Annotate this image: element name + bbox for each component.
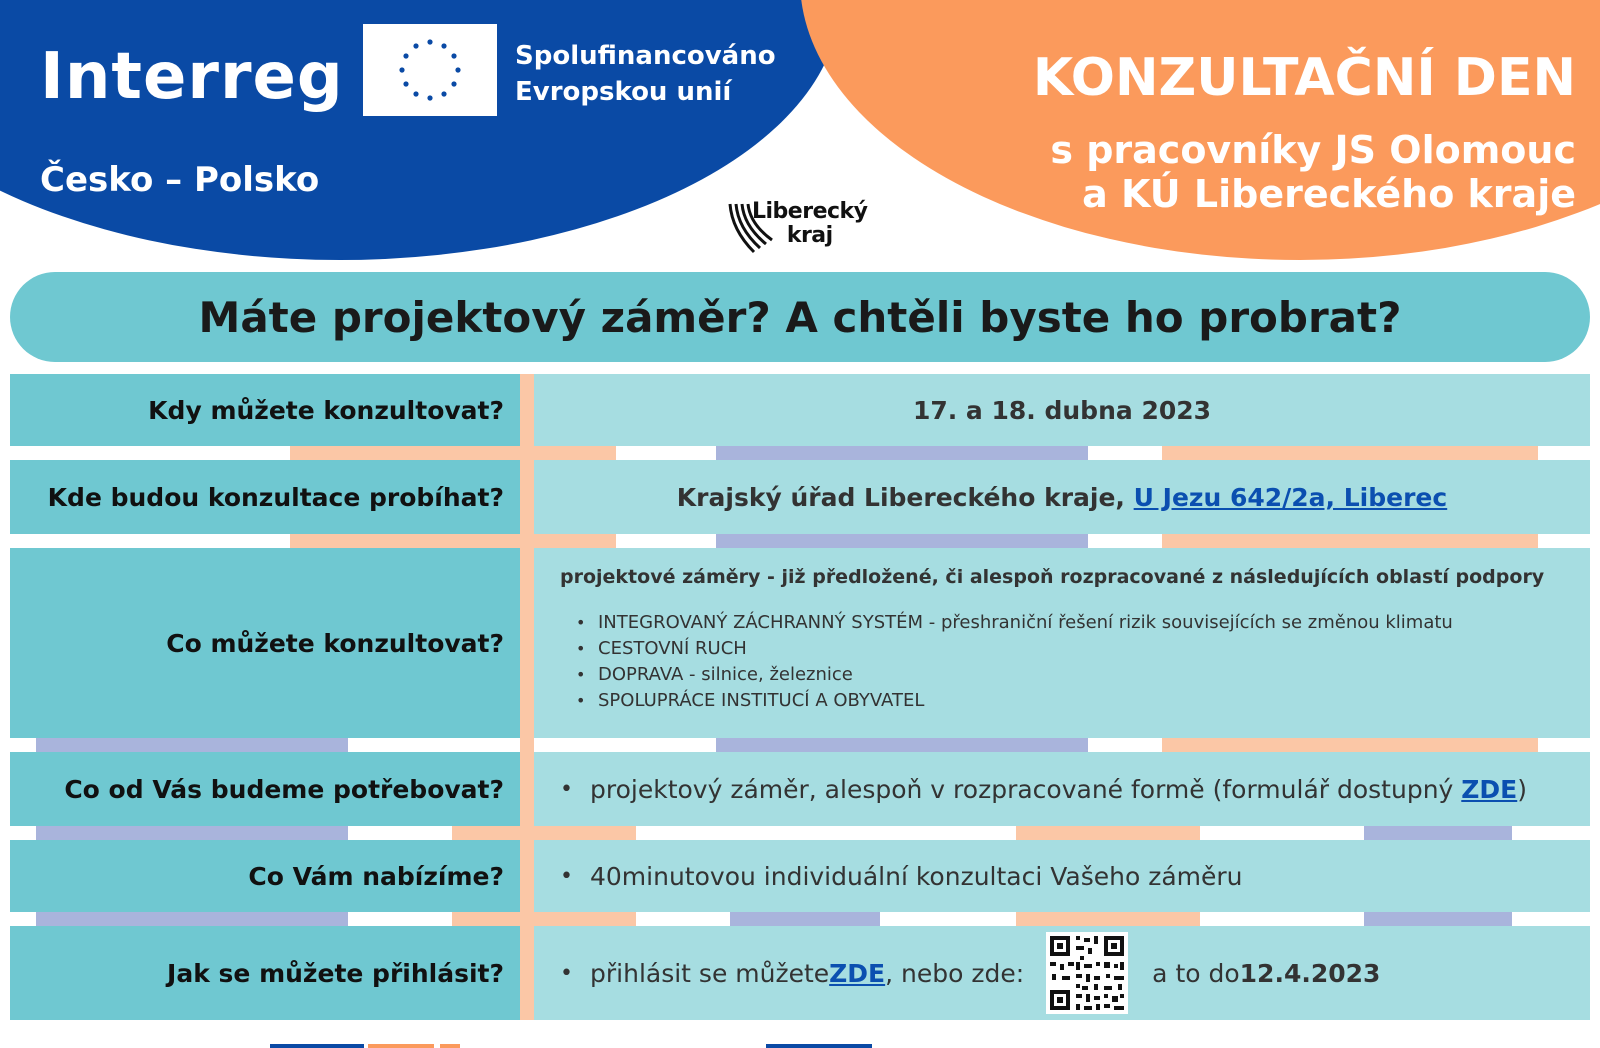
decor-strip bbox=[716, 534, 1088, 548]
row-need-label-text: Co od Vás budeme potřebovat? bbox=[64, 774, 504, 804]
bullet-icon: • bbox=[560, 960, 573, 986]
partner-logo-text bbox=[752, 200, 868, 248]
eu-flag-icon bbox=[363, 24, 497, 116]
need-text bbox=[590, 775, 1527, 804]
row-offer-value bbox=[534, 840, 1590, 912]
program-logo: Interreg bbox=[40, 40, 344, 114]
cofinanced-text bbox=[515, 38, 795, 110]
row-what-label bbox=[10, 548, 520, 738]
decor-strip bbox=[1162, 534, 1538, 548]
row-signup-value bbox=[534, 926, 1590, 1020]
deadline-prefix: a to do bbox=[1152, 958, 1240, 988]
row-need-label bbox=[10, 752, 520, 826]
venue-address-link[interactable]: U Jezu 642/2a, Liberec bbox=[1133, 482, 1448, 512]
support-areas-list bbox=[560, 610, 1590, 714]
row-where-label-text: Kde budou konzultace probíhat? bbox=[47, 482, 504, 512]
decor-strip bbox=[440, 1044, 460, 1048]
row-when-label-text: Kdy můžete konzultovat? bbox=[148, 395, 504, 425]
list-item: • DOPRAVA - silnice, železnice bbox=[576, 662, 1590, 688]
decor-strip bbox=[368, 1044, 434, 1048]
row-signup-label-text: Jak se můžete přihlásit? bbox=[167, 958, 504, 988]
cofinanced-line-1: Spolufinancováno bbox=[515, 41, 776, 71]
row-what-label-text: Co můžete konzultovat? bbox=[166, 628, 504, 658]
decor-strip bbox=[1364, 826, 1512, 840]
list-item: • INTEGROVANÝ ZÁCHRANNÝ SYSTÉM - přeshraniční řešení rizik souvisejících se změnou klimatu bbox=[576, 610, 1590, 636]
signup-middle-text: , nebo zde: bbox=[885, 958, 1025, 988]
need-description: projektový záměr, alespoň v rozpracované formě (formulář dostupný bbox=[590, 774, 1462, 804]
event-subtitle bbox=[1050, 128, 1576, 216]
signup-text: přihlásit se můžete bbox=[590, 958, 830, 988]
support-areas-intro: projektové záměry - již předložené, či alespoň rozpracované z následujících oblastí podpory bbox=[560, 566, 1545, 588]
decor-strip bbox=[452, 912, 636, 926]
form-link[interactable]: ZDE bbox=[1461, 774, 1518, 804]
venue-text bbox=[677, 483, 1447, 512]
list-item: • SPOLUPRÁCE INSTITUCÍ A OBYVATEL bbox=[576, 688, 1590, 714]
bullet-icon: • bbox=[560, 863, 573, 889]
decor-strip bbox=[716, 738, 1088, 752]
event-dates: 17. a 18. dubna 2023 bbox=[912, 395, 1212, 425]
list-item: • CESTOVNÍ RUCH bbox=[576, 636, 1590, 662]
decor-strip bbox=[1162, 738, 1538, 752]
decor-strip bbox=[290, 446, 616, 460]
column-divider bbox=[520, 374, 534, 1020]
decor-strip bbox=[730, 912, 880, 926]
qr-code-icon[interactable] bbox=[1046, 932, 1128, 1014]
question-text: Máte projektový záměr? A chtěli byste ho probrat? bbox=[198, 292, 1402, 342]
row-when-value bbox=[534, 374, 1590, 446]
decor-strip bbox=[1364, 912, 1512, 926]
registration-deadline: 12.4.2023 bbox=[1239, 958, 1381, 988]
offer-text: 40minutovou individuální konzultaci Vašeho záměru bbox=[590, 861, 1243, 891]
program-region: Česko – Polsko bbox=[40, 160, 320, 200]
row-offer-label bbox=[10, 840, 520, 912]
decor-strip bbox=[452, 826, 636, 840]
decor-strip bbox=[766, 1044, 872, 1048]
row-what-value bbox=[534, 548, 1590, 738]
decor-strip bbox=[716, 446, 1088, 460]
partner-logo-line-1: Liberecký bbox=[752, 199, 868, 224]
row-offer-label-text: Co Vám nabízíme? bbox=[248, 861, 504, 891]
decor-strip bbox=[1162, 446, 1538, 460]
decor-strip bbox=[270, 1044, 364, 1048]
signup-link[interactable]: ZDE bbox=[829, 958, 886, 988]
event-subtitle-line-1: s pracovníky JS Olomouc bbox=[1050, 128, 1576, 172]
row-where-value bbox=[534, 460, 1590, 534]
venue-name: Krajský úřad Libereckého kraje, bbox=[676, 482, 1134, 512]
row-signup-label bbox=[10, 926, 520, 1020]
partner-logo-line-2: kraj bbox=[786, 223, 833, 248]
cofinanced-line-2: Evropskou unií bbox=[515, 77, 732, 107]
row-when-label bbox=[10, 374, 520, 446]
row-need-value bbox=[534, 752, 1590, 826]
event-subtitle-line-2: a KÚ Libereckého kraje bbox=[1082, 172, 1576, 216]
decor-strip bbox=[36, 826, 348, 840]
decor-strip bbox=[36, 912, 348, 926]
decor-strip bbox=[290, 534, 616, 548]
bullet-icon: • bbox=[560, 776, 573, 802]
question-banner bbox=[10, 272, 1590, 362]
need-suffix: ) bbox=[1517, 774, 1528, 804]
decor-strip bbox=[36, 738, 348, 752]
event-title: KONZULTAČNÍ DEN bbox=[1032, 48, 1576, 108]
row-where-label bbox=[10, 460, 520, 534]
decor-strip bbox=[1016, 826, 1200, 840]
decor-strip bbox=[1016, 912, 1200, 926]
